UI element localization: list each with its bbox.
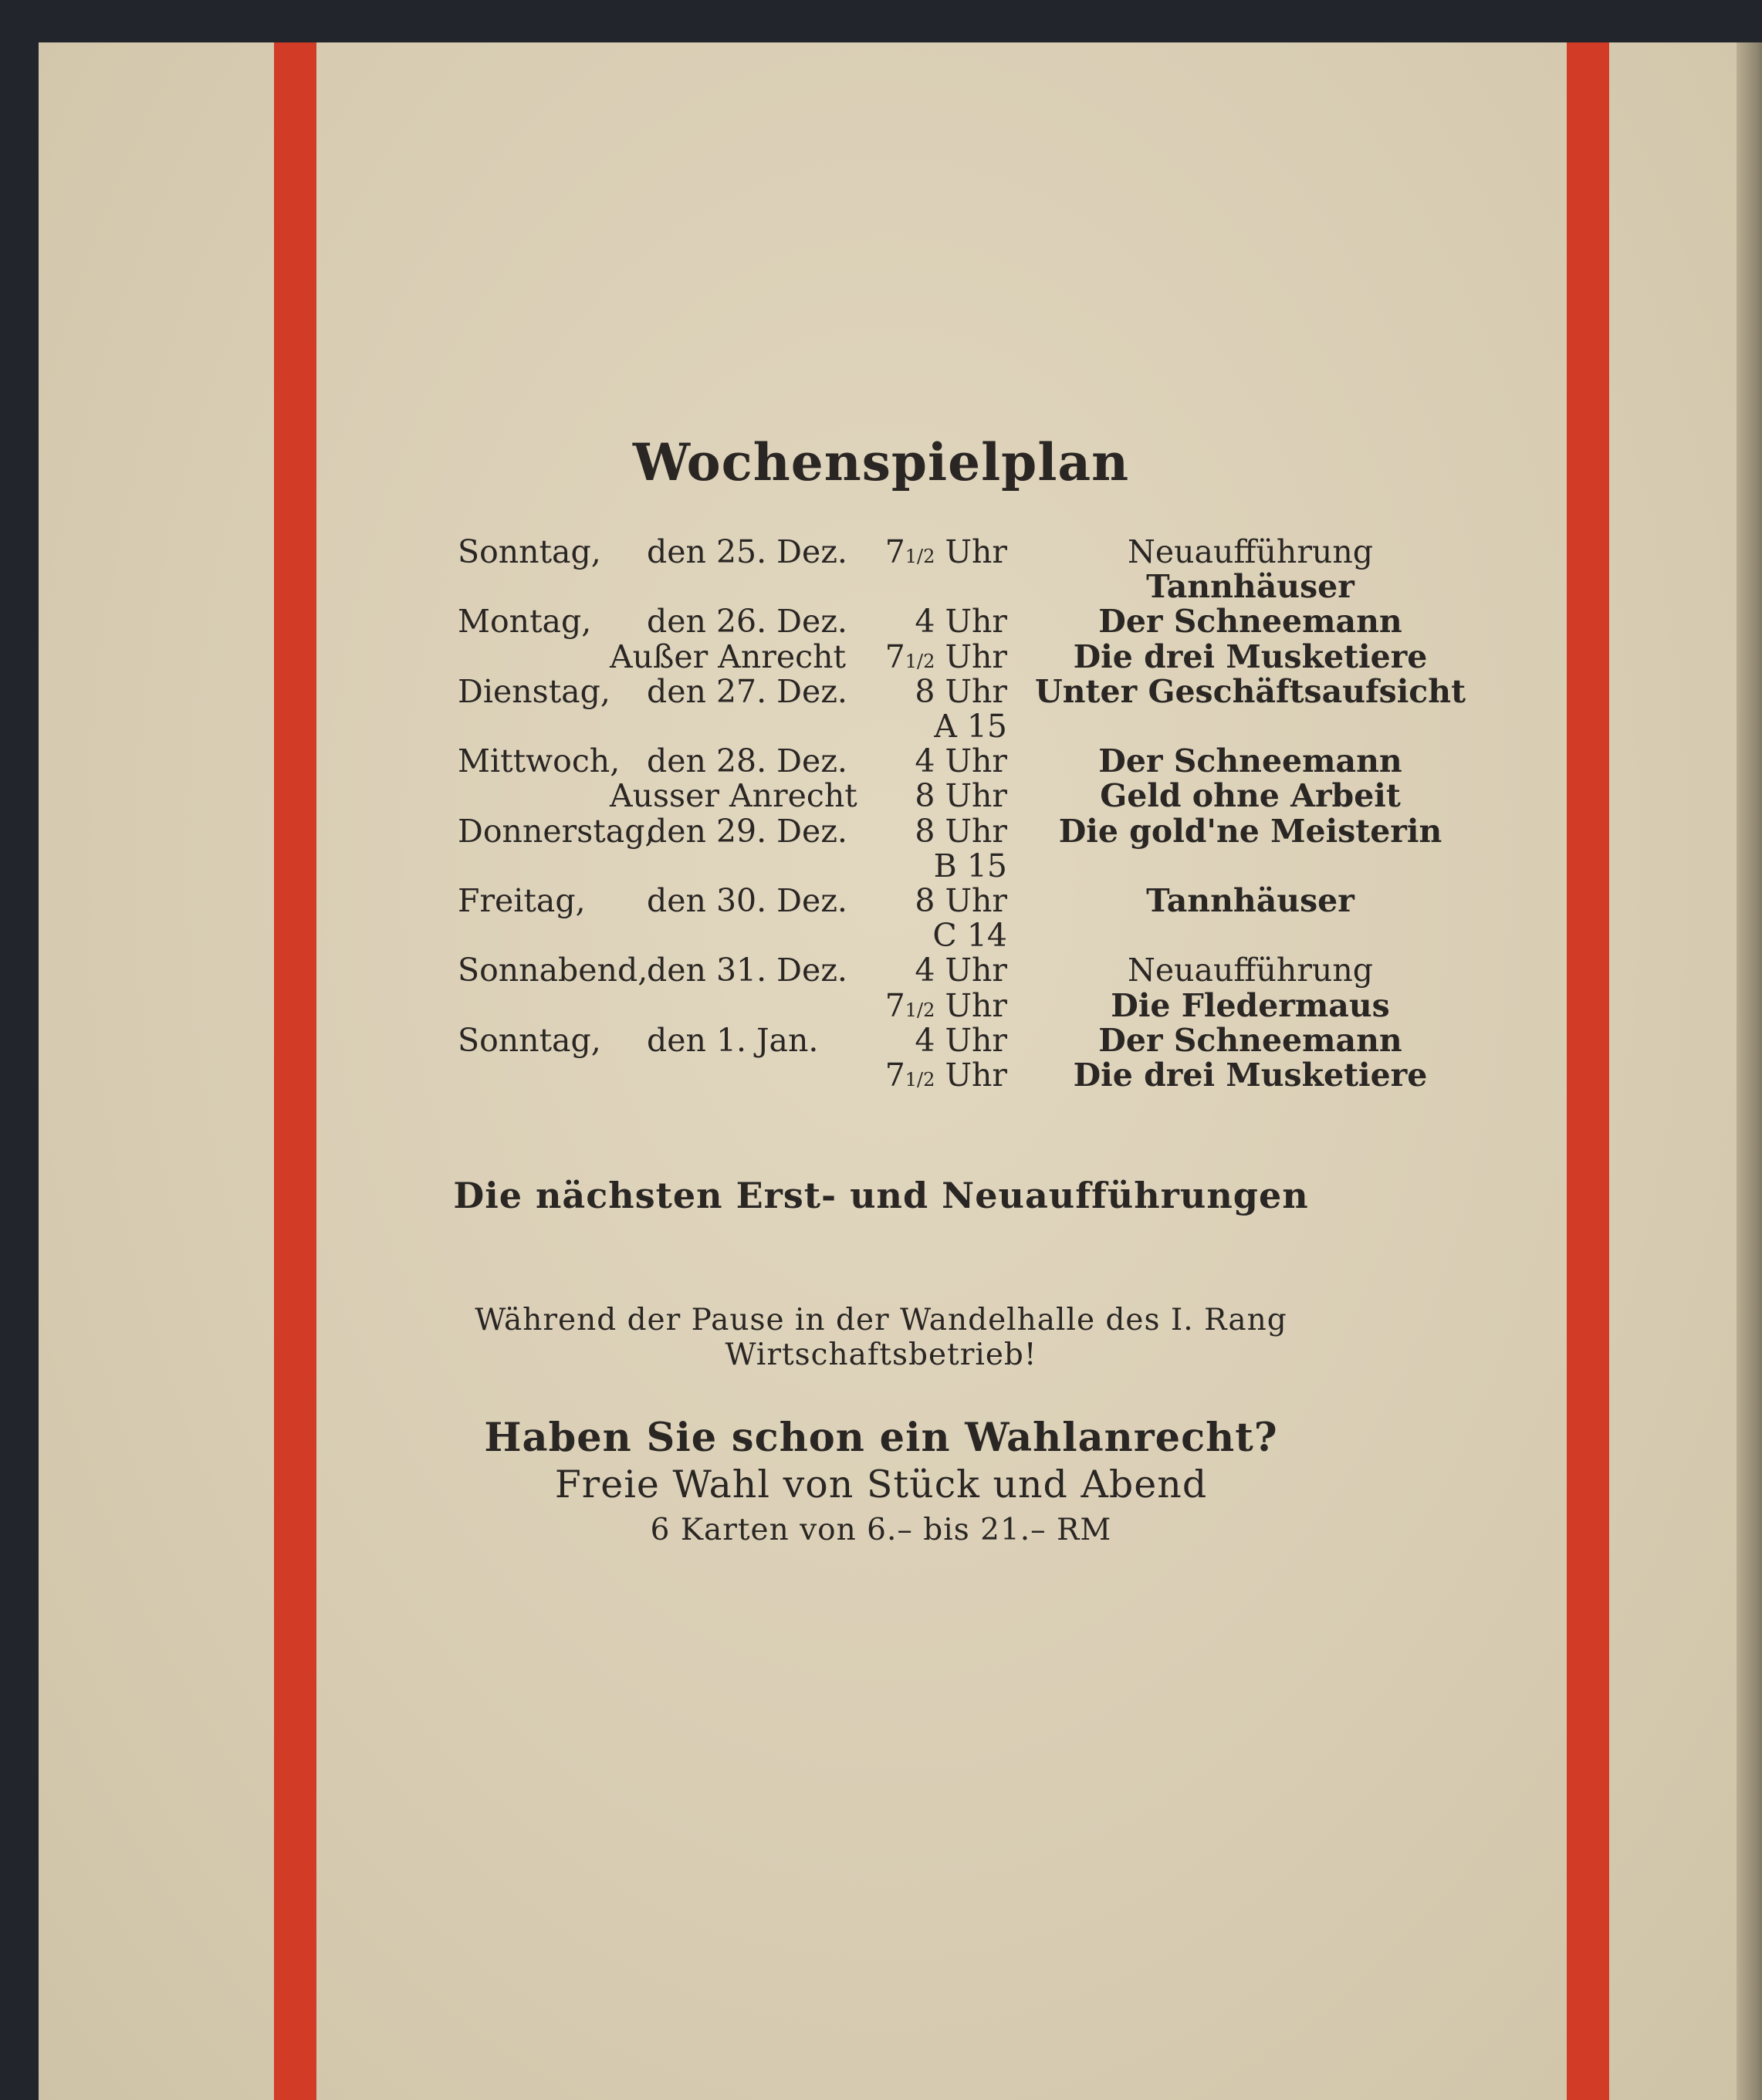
schedule-row [0,743,1762,779]
schedule-row [0,1057,1762,1093]
weekday: Mittwoch, [458,742,621,780]
time-unit: Uhr [935,637,1007,675]
time-unit: Uhr [935,777,1007,815]
time-fraction: 1/2 [905,1069,935,1091]
time-hour: C 14 [932,917,1007,955]
time [853,743,1007,779]
time-hour: 8 [915,812,935,850]
time [853,883,1007,918]
date: den 28. Dez. [647,742,847,780]
time-hour: 4 [915,1021,935,1059]
schedule-row [0,918,1762,953]
time [853,778,1007,813]
play-title: Tannhäuser [1146,882,1354,919]
time-hour: 8 [915,672,935,710]
date: Außer Anrecht [610,637,847,675]
schedule-row [0,952,1762,988]
time-unit: Uhr [935,603,1007,641]
time [853,674,1007,709]
pause-note-line2: Wirtschaftsbetrieb! [725,1337,1037,1372]
play-title: Neuaufführung [1128,952,1373,989]
time-fraction: 1/2 [905,546,935,567]
schedule-row [0,569,1762,604]
weekday: Montag, [458,603,592,641]
subheading: Die nächsten Erst- und Neuaufführungen [453,1175,1309,1216]
date: den 1. Jan. [647,1021,819,1059]
time [853,1057,1007,1097]
schedule-row [0,639,1762,675]
time-hour: 4 [915,952,935,989]
play-title: Die drei Musketiere [1073,1057,1428,1094]
time-unit: Uhr [935,952,1007,989]
time-fraction: 1/2 [905,999,935,1021]
pause-note-line1: Während der Pause in der Wandelhalle des I. Rang [475,1303,1287,1337]
time [853,848,1007,884]
time-hour: 8 [915,882,935,919]
time-fraction: 1/2 [905,650,935,672]
date: den 26. Dez. [647,603,847,641]
ticket-price-line: 6 Karten von 6.– bis 21.– RM [650,1513,1112,1547]
page-title: Wochenspielplan [632,432,1130,492]
time [853,918,1007,953]
time-unit: Uhr [935,1021,1007,1059]
schedule-row [0,534,1762,570]
time-unit: Uhr [935,812,1007,850]
time-unit: Uhr [935,672,1007,710]
weekday: Donnerstag, [458,812,655,850]
date: den 30. Dez. [647,882,847,919]
play-title: Der Schneemann [1098,603,1402,641]
schedule-row [0,883,1762,918]
time [853,952,1007,988]
time-unit: Uhr [935,533,1007,570]
time-hour: B 15 [933,847,1007,884]
time-hour: A 15 [934,708,1007,745]
play-title: Der Schneemann [1098,1021,1402,1059]
schedule-row [0,778,1762,813]
play-title: Der Schneemann [1098,742,1402,780]
time [853,813,1007,849]
time-hour: 4 [915,742,935,780]
schedule-row [0,674,1762,709]
play-title: Unter Geschäftsaufsicht [1034,672,1466,710]
date: den 25. Dez. [647,533,847,570]
time-hour: 4 [915,603,935,641]
date: den 29. Dez. [647,812,847,850]
time-hour: 8 [915,777,935,815]
date: Ausser Anrecht [610,777,857,815]
time-hour: 7 [884,986,905,1024]
play-title: Neuaufführung [1128,533,1373,570]
schedule-row [0,708,1762,744]
time [853,604,1007,639]
date: den 31. Dez. [647,952,847,989]
date: den 27. Dez. [647,672,847,710]
schedule-row [0,988,1762,1023]
play-title: Geld ohne Arbeit [1100,777,1401,815]
play-title: Die Fledermaus [1111,986,1390,1024]
subscription-line: Freie Wahl von Stück und Abend [554,1463,1208,1507]
time-unit: Uhr [935,986,1007,1024]
subscription-question: Haben Sie schon ein Wahlanrecht? [484,1415,1278,1461]
weekday: Sonntag, [458,1021,601,1059]
time-hour: 7 [884,637,905,675]
weekday: Dienstag, [458,672,610,710]
schedule-row [0,813,1762,849]
schedule-row [0,1023,1762,1058]
time [853,1023,1007,1058]
weekday: Sonntag, [458,533,601,570]
time-unit: Uhr [935,1057,1007,1094]
time [853,708,1007,744]
schedule-row [0,848,1762,884]
weekday: Freitag, [458,882,586,919]
time-unit: Uhr [935,742,1007,780]
schedule-row [0,604,1762,639]
time-hour: 7 [884,533,905,570]
time-hour: 7 [884,1057,905,1094]
time [853,534,1007,574]
play-title: Die drei Musketiere [1073,637,1428,675]
play-title: Tannhäuser [1146,568,1354,606]
time-unit: Uhr [935,882,1007,919]
play-title: Die gold'ne Meisterin [1058,812,1442,850]
weekday: Sonnabend, [458,952,648,989]
